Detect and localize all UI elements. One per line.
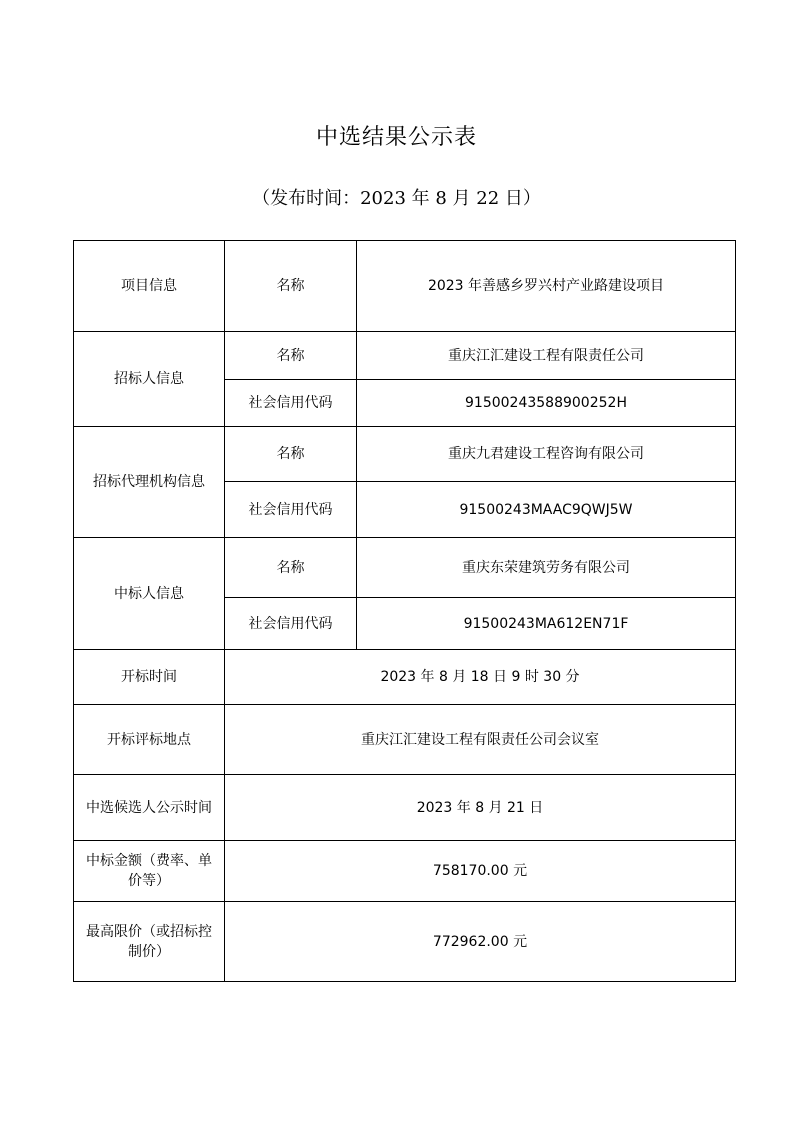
opening-time-label: 开标时间	[74, 650, 225, 705]
publicity-time-value: 2023 年 8 月 21 日	[225, 775, 736, 841]
max-price-value: 772962.00 元	[225, 902, 736, 982]
publish-date: （发布时间：2023 年 8 月 22 日）	[252, 188, 541, 209]
opening-time-value: 2023 年 8 月 18 日 9 时 30 分	[225, 650, 736, 705]
result-table	[73, 240, 736, 982]
table-row	[74, 650, 736, 705]
table-row	[74, 427, 736, 482]
publicity-time-label: 中选候选人公示时间	[74, 775, 225, 841]
winner-name-value: 重庆东荣建筑劳务有限公司	[357, 538, 736, 598]
project-section-label: 项目信息	[74, 241, 225, 332]
table-row	[74, 775, 736, 841]
table-row	[74, 902, 736, 982]
table-row	[74, 241, 736, 332]
project-name-value: 2023 年善感乡罗兴村产业路建设项目	[357, 241, 736, 332]
winner-name-label: 名称	[225, 538, 357, 598]
winner-code-label: 社会信用代码	[225, 598, 357, 650]
max-price-label: 最高限价（或招标控制价）	[74, 902, 225, 982]
agency-code-label: 社会信用代码	[225, 482, 357, 538]
winner-section-label: 中标人信息	[74, 538, 225, 650]
bid-amount-label: 中标金额（费率、单价等）	[74, 841, 225, 902]
bid-amount-value: 758170.00 元	[225, 841, 736, 902]
tenderer-name-value: 重庆江汇建设工程有限责任公司	[357, 332, 736, 380]
tenderer-code-value: 91500243588900252H	[357, 380, 736, 427]
agency-name-value: 重庆九君建设工程咨询有限公司	[357, 427, 736, 482]
agency-name-label: 名称	[225, 427, 357, 482]
agency-code-value: 91500243MAAC9QWJ5W	[357, 482, 736, 538]
winner-code-value: 91500243MA612EN71F	[357, 598, 736, 650]
tenderer-code-label: 社会信用代码	[225, 380, 357, 427]
project-name-label: 名称	[225, 241, 357, 332]
page-title: 中选结果公示表	[315, 125, 477, 150]
table-row	[74, 705, 736, 775]
table-row	[74, 332, 736, 380]
agency-section-label: 招标代理机构信息	[74, 427, 225, 538]
tenderer-section-label: 招标人信息	[74, 332, 225, 427]
venue-value: 重庆江汇建设工程有限责任公司会议室	[225, 705, 736, 775]
table-row	[74, 538, 736, 598]
venue-label: 开标评标地点	[74, 705, 225, 775]
table-row	[74, 841, 736, 902]
tenderer-name-label: 名称	[225, 332, 357, 380]
